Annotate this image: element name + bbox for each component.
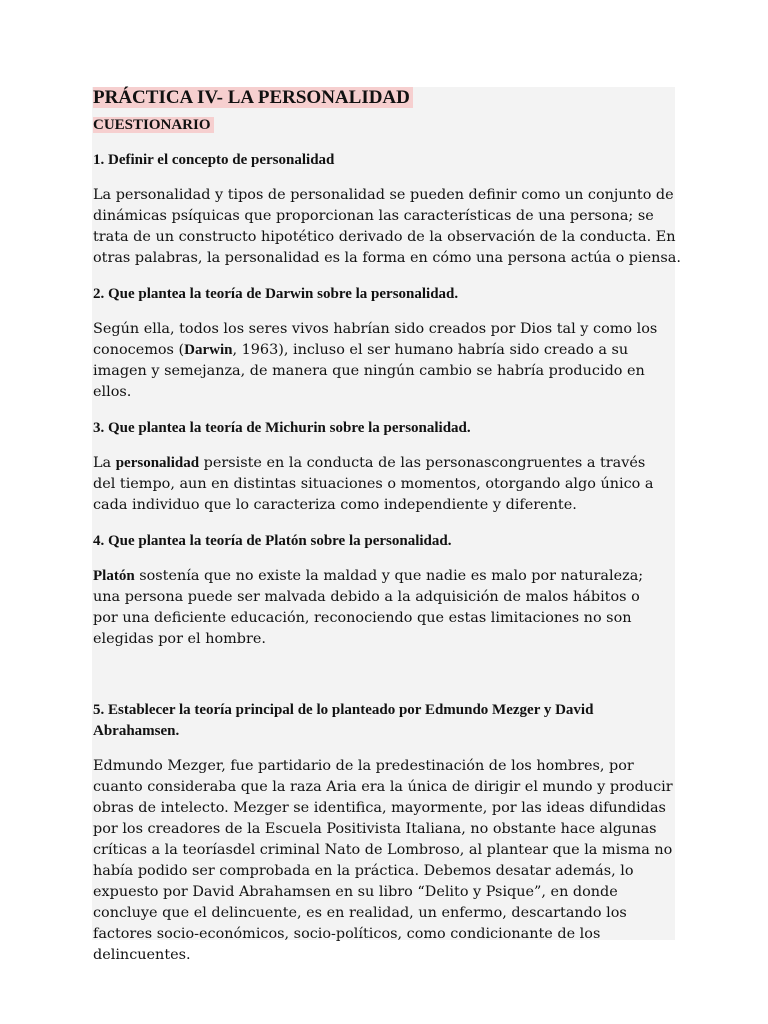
document-subtitle: CUESTIONARIO [93,115,693,135]
answer-1: La personalidad y tipos de personalidad se pueden definir como un conjunto de dinámicas psíquicas que proporcionan las características de una persona; se trata de un constructo hipotético derivado de la observación de la conducta. En otras palabras, la personalidad es la forma en cómo una persona actúa o piensa. [93,187,681,266]
answer-3-keyword: personalidad [115,455,200,471]
answer-2-author: Darwin [184,342,233,358]
question-5: 5. Establecer la teoría principal de lo planteado por Edmundo Mezger y David Abrahamsen. [93,702,594,739]
answer-4-author: Platón [93,568,135,584]
answer-5: Edmundo Mezger, fue partidario de la predestinación de los hombres, por cuanto consideraba que la raza Aria era la única de dirigir el mundo y producir obras de intelecto. Mezger se identifica, mayormente, por las ideas difundidas por los creadores de la Escuela Positivista Italiana, no obstante hace algunas críticas a la teoríasdel criminal Nato de Lombroso, al plantear que la misma no había podido ser comprobada en la práctica. Debemos desatar además, lo expuesto por David Abrahamsen en su libro “Delito y Psique”, en donde concluye que el delincuente, es en realidad, un enfermo, descartando los factores socio-económicos, socio-políticos, como condicionante de los delincuentes. [93,758,673,963]
document-body [93,86,693,966]
answer-2: Según ella, todos los seres vivos habrían sido creados por Dios tal y como los conocemos (Darwin, 1963), incluso el ser humano habría sido creado a su imagen y semejanza, de manera que ningún cambio se habría producido en ellos. [93,321,658,400]
question-3: 3. Que plantea la teoría de Michurin sobre la personalidad. [93,420,471,436]
answer-3: La personalidad persiste en la conducta de las personascongruentes a través del tiempo, aun en distintas situaciones o momentos, otorgando algo único a cada individuo que lo caracteriza como independiente y diferente. [93,455,654,513]
question-1: 1. Definir el concepto de personalidad [93,152,335,168]
document-title: PRÁCTICA IV- LA PERSONALIDAD [93,86,693,110]
answer-4: Platón sostenía que no existe la maldad y que nadie es malo por naturaleza; una persona puede ser malvada debido a la adquisición de malos hábitos o por una deficiente educación, reconociendo que estas limitaciones no son elegidas por el hombre. [93,568,644,647]
question-4: 4. Que plantea la teoría de Platón sobre la personalidad. [93,533,452,549]
question-2: 2. Que plantea la teoría de Darwin sobre la personalidad. [93,286,459,302]
